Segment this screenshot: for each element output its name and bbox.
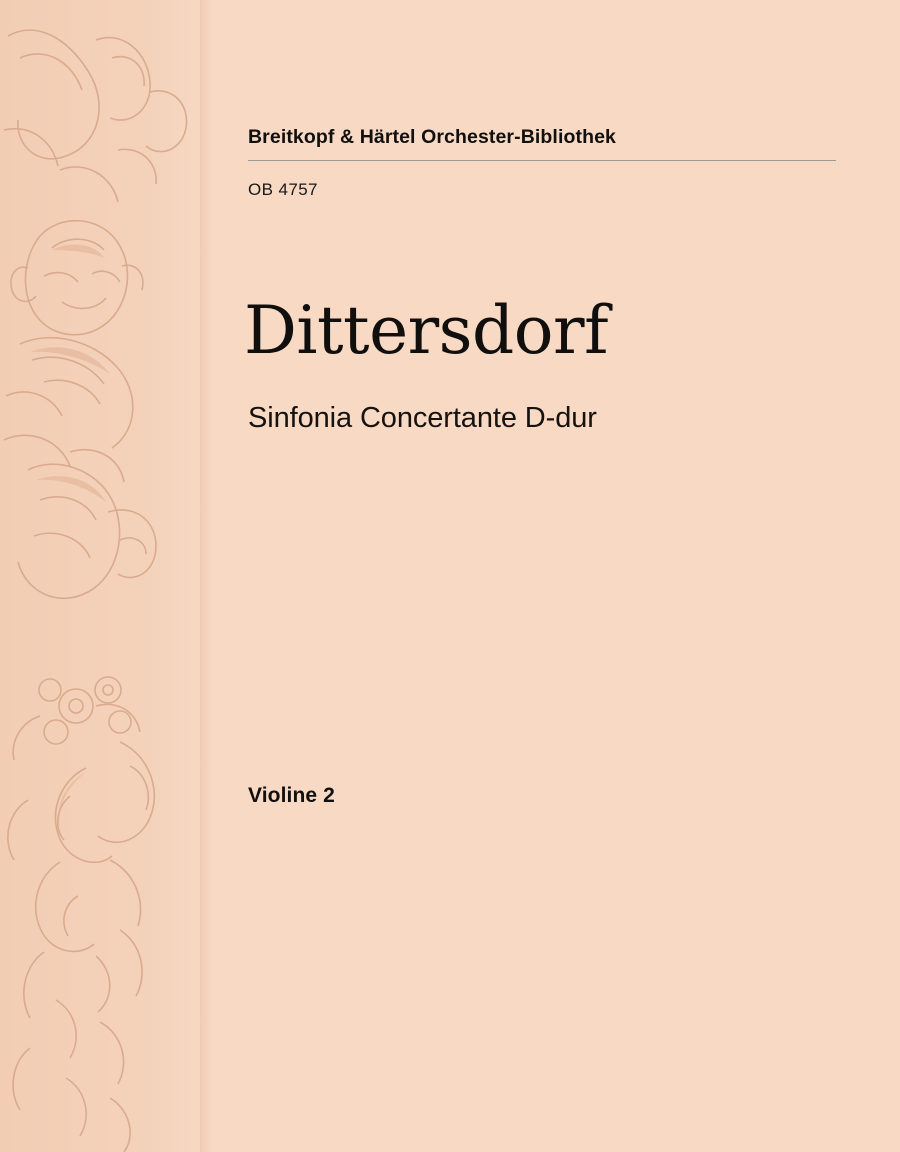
header-divider: [248, 160, 836, 161]
part-name: Violine 2: [248, 784, 335, 807]
ornament-edge-shading: [200, 0, 212, 1152]
publisher-series-title: Breitkopf & Härtel Orchester-Bibliothek: [248, 126, 616, 148]
decorative-border-ornament: [0, 0, 212, 1152]
catalog-number: OB 4757: [248, 180, 318, 199]
work-title: Sinfonia Concertante D-dur: [248, 402, 597, 434]
composer-name: Dittersdorf: [244, 292, 609, 369]
cover-text-block: [244, 0, 848, 1152]
